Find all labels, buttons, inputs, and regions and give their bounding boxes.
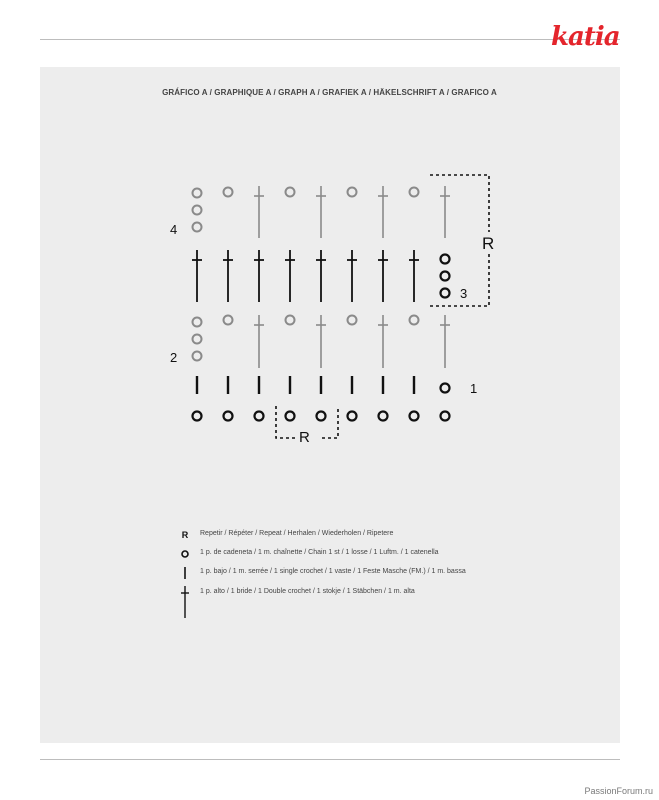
katia-logo: katia — [551, 22, 620, 52]
double-crochet-symbol — [347, 250, 357, 302]
double-crochet-icon — [178, 585, 192, 619]
bottom-divider — [40, 759, 620, 760]
double-crochet-symbol — [316, 186, 326, 238]
chain-stitch-symbol — [441, 384, 450, 393]
chain-stitch-symbol — [441, 412, 450, 421]
chain-stitch-symbol — [224, 412, 233, 421]
chain-stitch-symbol — [193, 352, 202, 361]
chain-stitch-symbol — [193, 206, 202, 215]
double-crochet-symbol — [316, 250, 326, 302]
chain-stitch-symbol — [348, 316, 357, 325]
chain-stitch-symbol — [255, 412, 264, 421]
repeat-symbol: R — [181, 530, 189, 540]
double-crochet-symbol — [378, 250, 388, 302]
legend-text-single-crochet: 1 p. bajo / 1 m. serrée / 1 single crochet / 1 vaste / 1 Feste Masche (FM.) / 1 m. bassa — [200, 568, 466, 575]
chain-stitch-symbol — [379, 412, 388, 421]
double-crochet-symbol — [254, 315, 264, 368]
double-crochet-symbol — [378, 315, 388, 368]
chain-stitch-symbol — [317, 412, 326, 421]
row-label-2: 2 — [170, 350, 178, 365]
chain-stitch-icon — [178, 549, 192, 559]
chain-stitch-symbol — [348, 412, 357, 421]
chain-stitch-symbol — [410, 412, 419, 421]
chain-stitch-symbol — [441, 289, 450, 298]
chain-stitch-symbol — [193, 412, 202, 421]
double-crochet-symbol — [440, 186, 450, 238]
chain-stitch-symbol — [193, 318, 202, 327]
chain-stitch-symbol — [193, 189, 202, 198]
double-crochet-symbol — [378, 186, 388, 238]
legend-text-repeat: Repetir / Répéter / Repeat / Herhalen / Wiederholen / Ripetere — [200, 530, 394, 537]
double-crochet-symbol — [223, 250, 233, 302]
footer-credit: PassionForum.ru — [584, 786, 653, 796]
chain-stitch-symbol — [286, 316, 295, 325]
chain-stitch-symbol — [286, 412, 295, 421]
double-crochet-symbol — [316, 315, 326, 368]
chart-symbols — [192, 186, 450, 421]
chain-stitch-symbol — [441, 272, 450, 281]
chain-stitch-symbol — [410, 316, 419, 325]
chain-stitch-symbol — [193, 335, 202, 344]
row-label-4: 4 — [170, 222, 178, 237]
double-crochet-symbol — [192, 250, 202, 302]
chain-stitch-symbol — [224, 188, 233, 197]
repeat-label-bottom: R — [299, 429, 310, 446]
double-crochet-symbol — [254, 186, 264, 238]
double-crochet-symbol — [409, 250, 419, 302]
graph-title: GRÁFICO A / GRAPHIQUE A / GRAPH A / GRAFIEK A / HÄKELSCHRIFT A / GRAFICO A — [162, 88, 497, 97]
chain-stitch-symbol — [286, 188, 295, 197]
chain-stitch-symbol — [224, 316, 233, 325]
repeat-label-right: R — [482, 234, 495, 253]
single-crochet-icon — [178, 566, 192, 580]
double-crochet-symbol — [440, 315, 450, 368]
chain-stitch-symbol — [193, 223, 202, 232]
chain-stitch-symbol — [441, 255, 450, 264]
legend-text-double-crochet: 1 p. alto / 1 bride / 1 Double crochet / 1 stokje / 1 Stäbchen / 1 m. alta — [200, 588, 415, 595]
legend-text-chain: 1 p. de cadeneta / 1 m. chaînette / Chain 1 st / 1 losse / 1 Luftm. / 1 catenella — [200, 549, 439, 556]
chain-stitch-symbol — [410, 188, 419, 197]
row-label-1: 1 — [470, 381, 478, 396]
row-label-3: 3 — [460, 286, 468, 301]
double-crochet-symbol — [254, 250, 264, 302]
double-crochet-symbol — [285, 250, 295, 302]
chain-stitch-symbol — [348, 188, 357, 197]
